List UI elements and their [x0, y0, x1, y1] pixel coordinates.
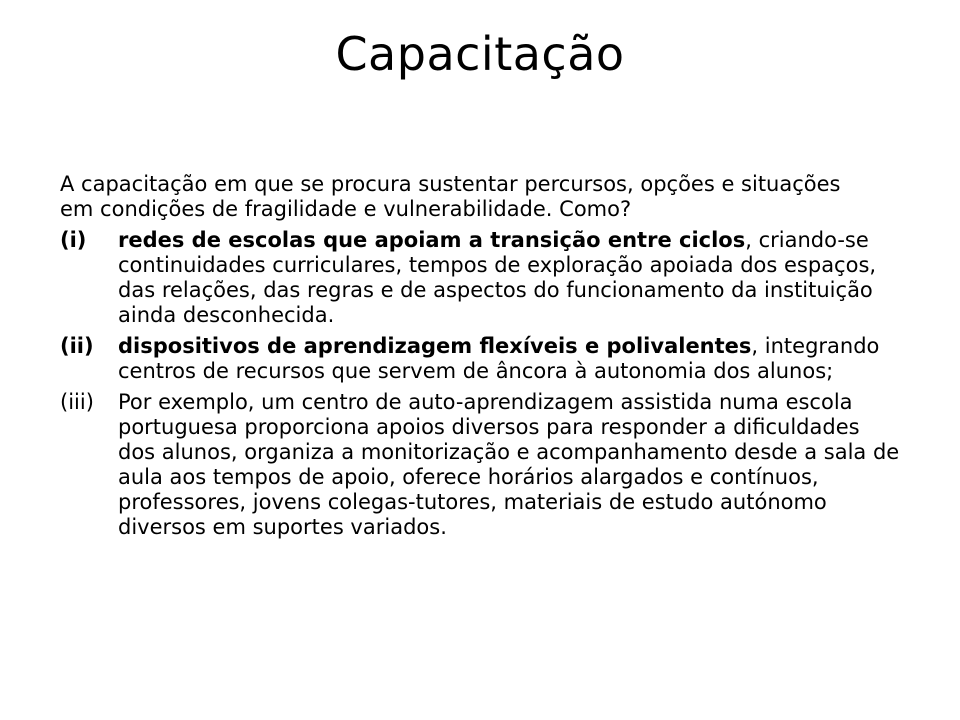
list-item-content [118, 334, 900, 384]
list-marker: (ii) [60, 334, 94, 358]
slide-body [60, 172, 920, 546]
emphasized-text: dispositivos de aprendizagem flexíveis e polivalentes [118, 334, 752, 358]
slide-title: Capacitação [335, 27, 625, 81]
emphasized-text: redes de escolas que apoiam a transição entre ciclos [118, 228, 746, 252]
list-item-i [60, 228, 920, 328]
list-item-text: , criando-se continuidades curriculares, tempos de exploração apoiada dos espaços, das relações, das regras e de aspectos do funcionamento da instituição ainda desconhecida. [118, 228, 877, 327]
list-item-ii [60, 334, 920, 384]
list-item-text: , integrando centros de recursos que servem de âncora à autonomia dos alunos; [118, 334, 880, 383]
list-marker: (iii) [60, 390, 94, 414]
list-item-iii [60, 390, 920, 540]
list-marker: (i) [60, 228, 87, 252]
intro-paragraph: A capacitação em que se procura sustentar percursos, opções e situações em condições de fragilidade e vulnerabilidade. Como? [60, 172, 841, 221]
enumerated-list [60, 228, 920, 540]
list-item-content [118, 228, 900, 328]
list-item-text: Por exemplo, um centro de auto-aprendizagem assistida numa escola portuguesa proporciona apoios diversos para responder a dificuldades dos alunos, organiza a monitorização e acompanhamento desde a sala de aula aos tempos de apoio, oferece horários alargados e contínuos, professores, jovens colegas-tutores, materiais de estudo autónomo diversos em suportes variados. [118, 390, 900, 539]
list-item-content [118, 390, 900, 540]
